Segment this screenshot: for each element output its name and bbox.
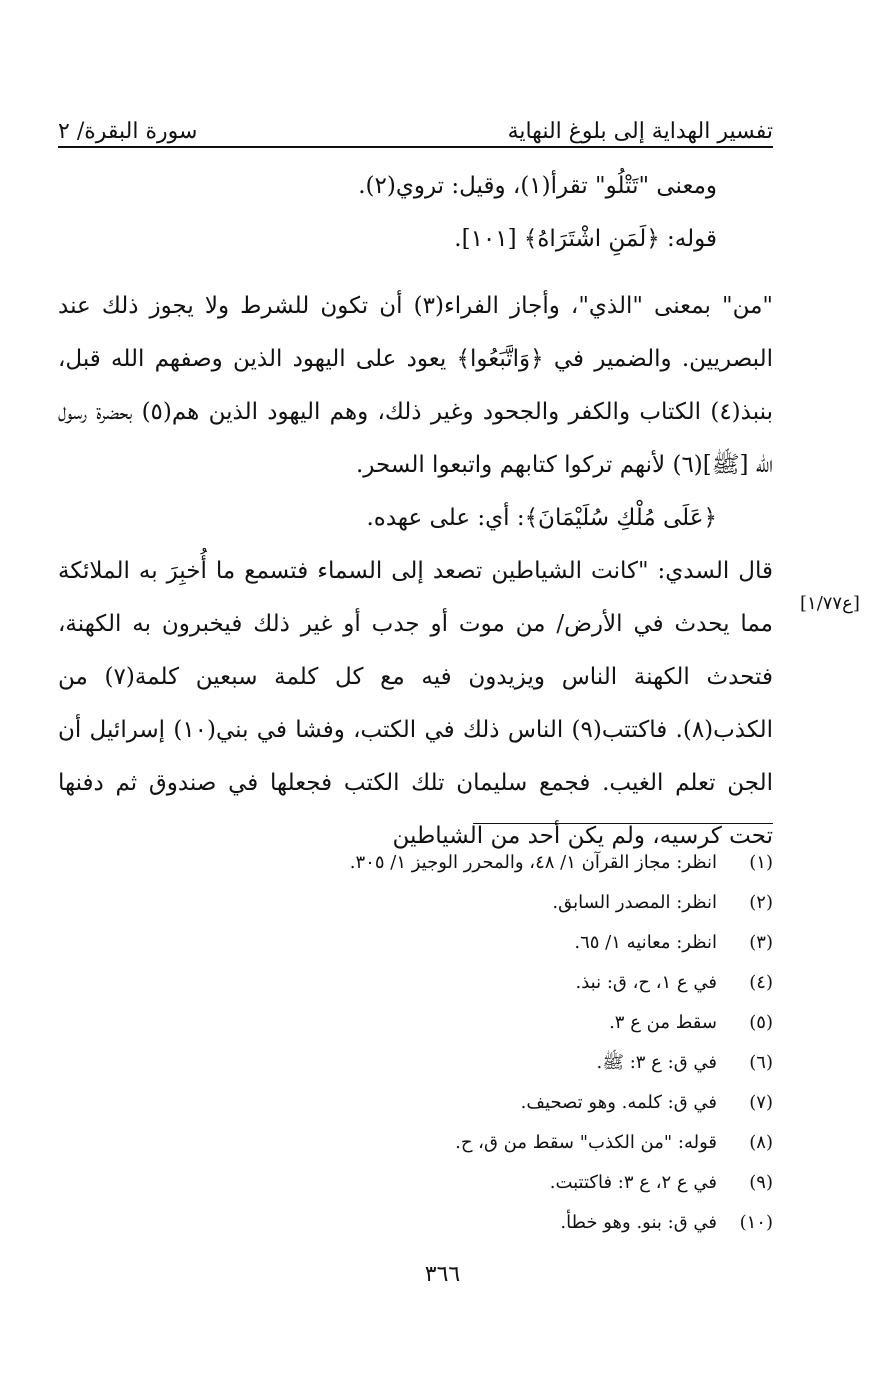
footnote-text: في ع ١، ح، ق: نبذ.	[575, 972, 717, 993]
running-header	[58, 104, 773, 144]
footnote	[58, 1163, 773, 1203]
footnote-text: انظر: المصدر السابق.	[552, 892, 717, 913]
footnote	[58, 1003, 773, 1043]
footnote-number: (٢)	[749, 892, 773, 913]
footnote-number: (٨)	[749, 1132, 773, 1153]
footnote	[58, 883, 773, 923]
paragraph-tatlu-meaning: ومعنى "تَتْلُو" تقرأ(١)، وقيل: تروي(٢).	[358, 173, 717, 199]
footnote-rule	[473, 823, 773, 824]
footnote-text: في ق: ع ٣: ﷺ.	[596, 1052, 717, 1073]
footnote	[58, 1043, 773, 1083]
footnote-text: قوله: "من الكذب" سقط من ق، ح.	[455, 1132, 717, 1153]
book-title: تفسير الهداية إلى بلوغ النهاية	[507, 119, 773, 144]
footnote	[58, 843, 773, 883]
footnote-text: في ق: كلمه. وهو تصحيف.	[520, 1092, 717, 1113]
footnote	[58, 1203, 773, 1243]
surah-label: سورة البقرة/ ٢	[58, 119, 198, 144]
footnote-number: (١٠)	[739, 1212, 773, 1233]
footnote-text: سقط من ع ٣.	[609, 1012, 717, 1033]
paragraph-verse-quote: قوله: ﴿لَمَنِ اشْتَرَاهُ﴾ [١٠١].	[454, 226, 717, 252]
footnote-text: في ق: بنو. وهو خطأ.	[560, 1212, 717, 1233]
margin-reference: [ع١/٧٧]	[800, 593, 860, 614]
footnote-number: (٥)	[749, 1012, 773, 1033]
paragraph-suddi-narration: قال السدي: "كانت الشياطين تصعد إلى السماء فتسمع ما أُخبِرَ به الملائكة مما يحدث في الأرض/ من موت أو جدب أو غير ذلك فيخبرون به الكهنة، فتحدث الكهنة الناس ويزيدون فيه مع كل كلمة سبعين كلمة(٧) من الكذب(٨). فاكتتب(٩) الناس ذلك في الكتب، وفشا في بني(١٠) إسرائيل أن الجن تعلم الغيب. فجمع سليمان تلك الكتب فجعلها في صندوق ثم دفنها تحت كرسيه، ولم يكن أحد من الشياطين	[58, 558, 773, 849]
footnote	[58, 1083, 773, 1123]
footnote	[58, 923, 773, 963]
footnote-number: (١)	[749, 852, 773, 873]
footnote-text: في ع ٢، ع ٣: فاكتتبت.	[549, 1172, 717, 1193]
paragraph-man-meaning: "من" بمعنى "الذي"، وأجاز الفراء(٣) أن تكون للشرط ولا يجوز ذلك عند البصريين. والضمير في ﴿وَاتَّبَعُوا﴾ يعود على اليهود الذين وصفهم الله قبل، بنبذ(٤) الكتاب والكفر والجحود وغير ذلك، وهم اليهود الذين هم(٥) بحضرة رسول الله [ﷺ](٦) لأنهم تركوا كتابهم واتبعوا السحر.	[58, 293, 774, 478]
footnote-text: انظر: مجاز القرآن ١/ ٤٨، والمحرر الوجيز ١/ ٣٠٥.	[349, 852, 717, 873]
footnote-number: (٦)	[749, 1052, 773, 1073]
footnote-number: (٣)	[749, 932, 773, 953]
footnote-number: (٤)	[749, 972, 773, 993]
page-number: ٣٦٦	[424, 1262, 461, 1287]
footnote-number: (٧)	[749, 1092, 773, 1113]
footnote	[58, 1123, 773, 1163]
main-text	[58, 160, 773, 863]
footnote	[58, 963, 773, 1003]
paragraph-sulayman-kingdom: ﴿عَلَى مُلْكِ سُلَيْمَانَ﴾: أي: على عهده.	[366, 505, 717, 531]
footnotes-list	[58, 843, 773, 1243]
header-rule	[58, 146, 773, 148]
footnote-number: (٩)	[749, 1172, 773, 1193]
footnote-text: انظر: معانيه ١/ ٦٥.	[574, 932, 717, 953]
